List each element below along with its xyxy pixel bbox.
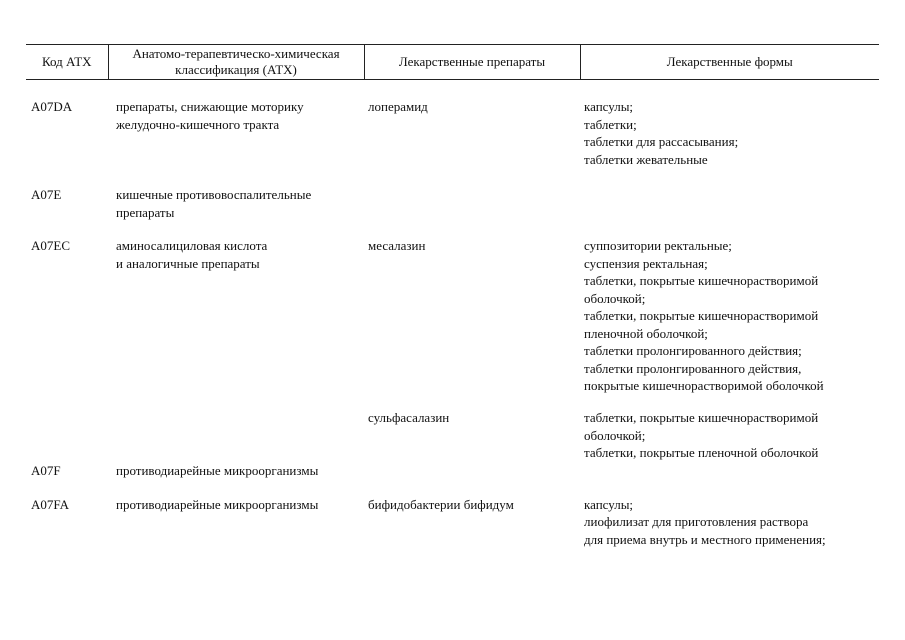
classification-cell: препараты, снижающие моторику желудочно-кишечного тракта [116,99,304,132]
table-row [26,496,879,556]
table-row [26,462,879,496]
spacer-row [26,80,879,99]
atc-drug-table [26,44,879,556]
forms-cell [580,462,879,496]
atc-code-cell: A07EC [31,238,70,253]
forms-cell [580,186,879,237]
drug-cell: месалазин [368,238,426,253]
classification-cell: противодиарейные микроорганизмы [116,496,319,512]
table-row [26,98,879,186]
drug-cell: лоперамид [368,99,428,114]
drug-cell: бифидобактерии бифидум [368,496,514,512]
classification-cell: аминосалициловая кислота и аналогичные препараты [116,238,268,271]
header-atc-classification: Анатомо-терапевтическо-химическая классификация (АТХ) [108,45,364,80]
atc-code-cell [26,409,108,462]
table-row [26,186,879,237]
atc-code-cell: A07E [31,187,62,202]
atc-code-cell: A07DA [31,99,73,114]
table-header-row [26,45,879,80]
table-row [26,237,879,409]
drug-cell [364,186,580,237]
header-drugs: Лекарственные препараты [364,45,580,80]
drug-cell [364,462,580,496]
atc-table-container [26,44,879,556]
forms-cell: суппозитории ректальные; суспензия ректальная; таблетки, покрытые кишечнорастворимой оболочкой; таблетки, покрытые кишечнорастворимой пленочной оболочкой; таблетки пролонгированного действия; таблетки пролонгированного действия, покрытые кишечнорастворимой оболочкой [584,238,824,393]
forms-cell: капсулы; лиофилизат для приготовления раствора для приема внутрь и местного применения; [584,496,826,547]
atc-code-cell: A07FA [31,496,70,512]
forms-cell: таблетки, покрытые кишечнорастворимой оболочкой; таблетки, покрытые пленочной оболочкой [584,410,819,460]
header-atc-code: Код АТХ [26,45,108,80]
classification-cell [108,409,364,462]
drug-cell: сульфасалазин [368,410,450,425]
header-dosage-forms: Лекарственные формы [580,45,879,80]
atc-code-cell: A07F [31,462,61,478]
spacer-cell [26,80,879,99]
table-row [26,409,879,462]
classification-cell: кишечные противовоспалительные препараты [116,187,312,220]
classification-cell: противодиарейные микроорганизмы [116,462,319,478]
forms-cell: капсулы; таблетки; таблетки для рассасывания; таблетки жевательные [584,99,739,167]
